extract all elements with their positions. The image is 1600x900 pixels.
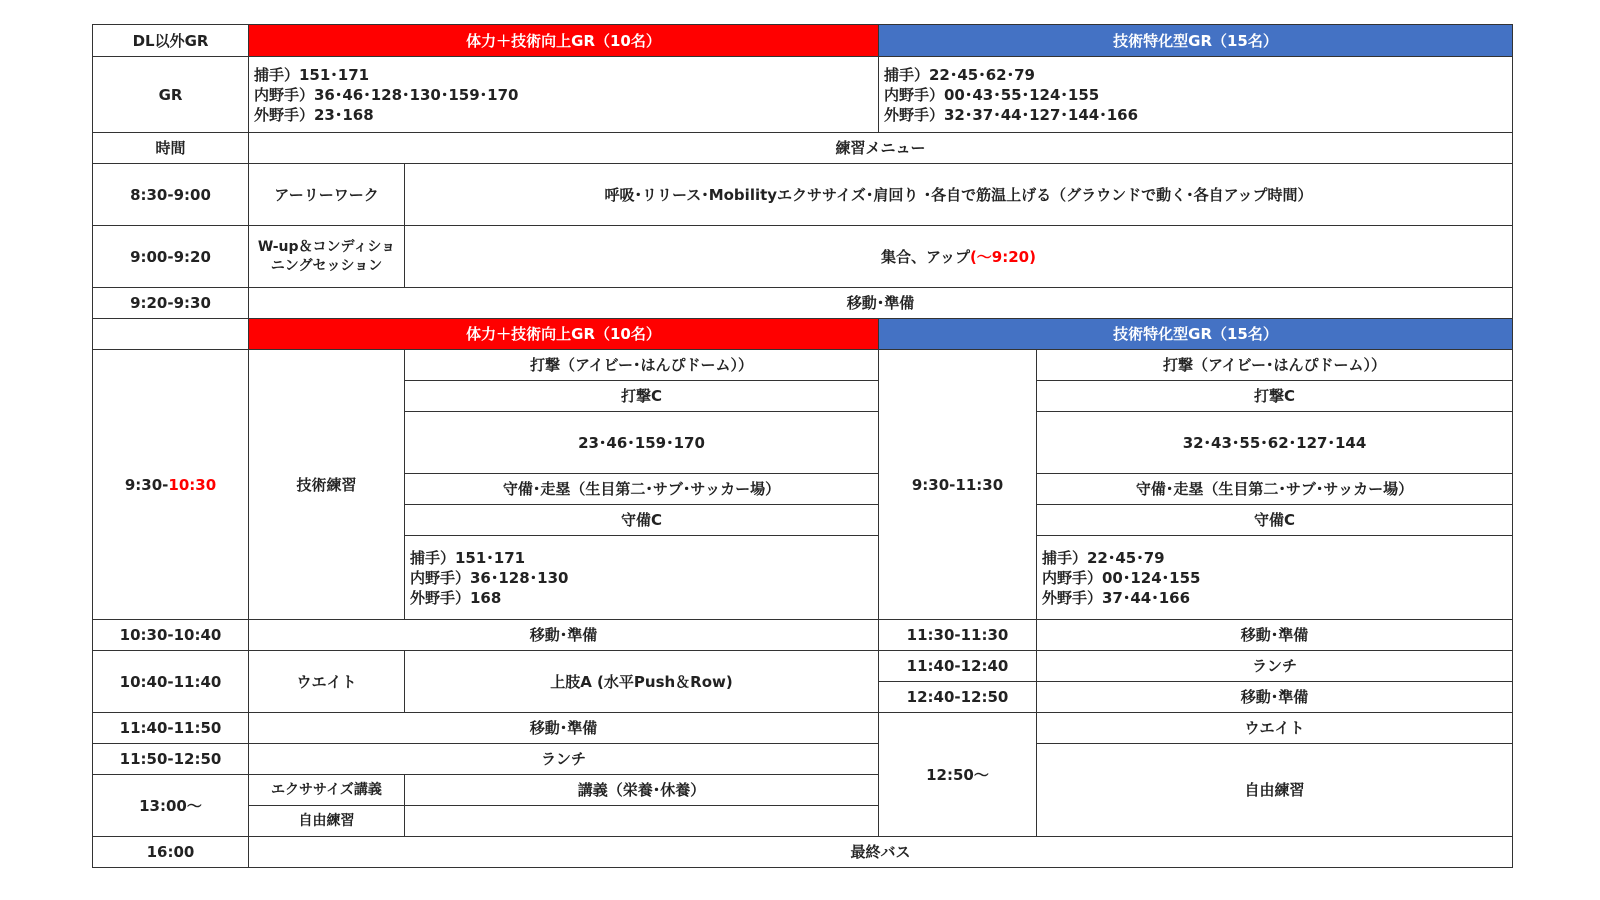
a-free-label: 自由練習 bbox=[249, 806, 405, 837]
after-row-5 bbox=[93, 744, 1513, 775]
tech-b-def-outfielders: 外野手）37･44･166 bbox=[1042, 588, 1191, 607]
group-b-header: 技術特化型GR（15名） bbox=[879, 25, 1513, 57]
a-after-time: 13:00～ bbox=[93, 775, 249, 837]
warmup-text-cell bbox=[405, 226, 1513, 288]
group-a-infielders: 内野手）36･46･128･130･159･170 bbox=[254, 85, 519, 104]
tech-b-batting-coach: 打撃C bbox=[1037, 381, 1513, 412]
after-row-2 bbox=[93, 651, 1513, 682]
early-work-label: アーリーワーク bbox=[249, 164, 405, 226]
b-move-time: 11:30-11:30 bbox=[879, 620, 1037, 651]
tech-b-defense-players bbox=[1037, 536, 1513, 620]
tech-a-time-end: 10:30 bbox=[168, 475, 217, 494]
warmup-label: W-up＆コンディショニングセッション bbox=[249, 226, 405, 288]
a-weight-label: ウエイト bbox=[249, 651, 405, 713]
tech-row-1 bbox=[93, 350, 1513, 381]
warmup-time: 9:00-9:20 bbox=[93, 226, 249, 288]
group-b-infielders: 内野手）00･43･55･124･155 bbox=[884, 85, 1100, 104]
warmup-end-time: (～9:20) bbox=[969, 247, 1036, 266]
group-a-header: 体力＋技術向上GR（10名） bbox=[249, 25, 879, 57]
tech-b-batting: 打撃（アイビー･はんぴドーム）） bbox=[1037, 350, 1513, 381]
tech-a-def-infielders: 内野手）36･128･130 bbox=[410, 568, 569, 587]
move-1-time: 9:20-9:30 bbox=[93, 288, 249, 319]
tech-b-batting-players: 32･43･55･62･127･144 bbox=[1037, 412, 1513, 474]
menu-header: 練習メニュー bbox=[249, 133, 1513, 164]
early-work-time: 8:30-9:00 bbox=[93, 164, 249, 226]
early-work-row bbox=[93, 164, 1513, 226]
group-a-subheader: 体力＋技術向上GR（10名） bbox=[249, 319, 879, 350]
b-after-time: 12:50～ bbox=[879, 713, 1037, 837]
a-move-3-time: 11:40-11:50 bbox=[93, 713, 249, 744]
final-bus-row bbox=[93, 837, 1513, 868]
a-free-empty bbox=[405, 806, 879, 837]
after-row-4 bbox=[93, 713, 1513, 744]
b-free-practice: 自由練習 bbox=[1037, 744, 1513, 837]
a-move-2-time: 10:30-10:40 bbox=[93, 620, 249, 651]
warmup-row bbox=[93, 226, 1513, 288]
tech-a-def-catchers: 捕手）151･171 bbox=[410, 548, 526, 567]
tech-a-defense: 守備･走塁（生目第二･サブ･サッカー場） bbox=[405, 474, 879, 505]
time-header: 時間 bbox=[93, 133, 249, 164]
tech-a-time-start: 9:30- bbox=[124, 475, 169, 494]
a-lunch-time: 11:50-12:50 bbox=[93, 744, 249, 775]
early-work-text: 呼吸･リリース･Mobilityエクササイズ･肩回り ･各自で筋温上げる（グラウンドで動く･各自アップ時間） bbox=[405, 164, 1513, 226]
b-move-2-time: 12:40-12:50 bbox=[879, 682, 1037, 713]
tech-a-time-cell bbox=[93, 350, 249, 620]
move-row-1 bbox=[93, 288, 1513, 319]
warmup-text: 集合、アップ bbox=[881, 247, 970, 266]
tech-b-def-catchers: 捕手）22･45･79 bbox=[1042, 548, 1165, 567]
a-lecture-label: エクササイズ講義 bbox=[249, 775, 405, 806]
practice-schedule-table bbox=[92, 24, 1513, 868]
group-header-row bbox=[93, 25, 1513, 57]
empty-cell bbox=[93, 319, 249, 350]
time-header-row bbox=[93, 133, 1513, 164]
tech-a-defense-coach: 守備C bbox=[405, 505, 879, 536]
group-subheader-row bbox=[93, 319, 1513, 350]
group-b-members bbox=[879, 57, 1513, 133]
a-move-3-text: 移動･準備 bbox=[249, 713, 879, 744]
a-weight-text: 上肢A (水平Push＆Row) bbox=[405, 651, 879, 713]
tech-b-defense-coach: 守備C bbox=[1037, 505, 1513, 536]
tech-a-batting: 打撃（アイビー･はんぴドーム）） bbox=[405, 350, 879, 381]
tech-b-def-infielders: 内野手）00･124･155 bbox=[1042, 568, 1201, 587]
group-b-outfielders: 外野手）32･37･44･127･144･166 bbox=[884, 105, 1139, 124]
tech-b-defense: 守備･走塁（生目第二･サブ･サッカー場） bbox=[1037, 474, 1513, 505]
a-lunch-text: ランチ bbox=[249, 744, 879, 775]
a-move-2-text: 移動･準備 bbox=[249, 620, 879, 651]
tech-a-defense-players bbox=[405, 536, 879, 620]
b-move-2-text: 移動･準備 bbox=[1037, 682, 1513, 713]
gr-members-row bbox=[93, 57, 1513, 133]
group-b-catchers: 捕手）22･45･62･79 bbox=[884, 65, 1035, 84]
a-weight-time: 10:40-11:40 bbox=[93, 651, 249, 713]
move-1-text: 移動･準備 bbox=[249, 288, 1513, 319]
group-a-catchers: 捕手）151･171 bbox=[254, 65, 370, 84]
final-time: 16:00 bbox=[93, 837, 249, 868]
tech-b-time: 9:30-11:30 bbox=[879, 350, 1037, 620]
gr-label: GR bbox=[93, 57, 249, 133]
after-row-1 bbox=[93, 620, 1513, 651]
b-lunch-text: ランチ bbox=[1037, 651, 1513, 682]
tech-a-batting-coach: 打撃C bbox=[405, 381, 879, 412]
b-weight-text: ウエイト bbox=[1037, 713, 1513, 744]
tech-a-batting-players: 23･46･159･170 bbox=[405, 412, 879, 474]
group-a-members bbox=[249, 57, 879, 133]
b-move-text: 移動･準備 bbox=[1037, 620, 1513, 651]
group-b-subheader: 技術特化型GR（15名） bbox=[879, 319, 1513, 350]
tech-a-def-outfielders: 外野手）168 bbox=[410, 588, 502, 607]
tech-a-label: 技術練習 bbox=[249, 350, 405, 620]
corner-label: DL以外GR bbox=[93, 25, 249, 57]
b-lunch-time: 11:40-12:40 bbox=[879, 651, 1037, 682]
a-lecture-text: 講義（栄養･休養） bbox=[405, 775, 879, 806]
final-text: 最終バス bbox=[249, 837, 1513, 868]
group-a-outfielders: 外野手）23･168 bbox=[254, 105, 374, 124]
